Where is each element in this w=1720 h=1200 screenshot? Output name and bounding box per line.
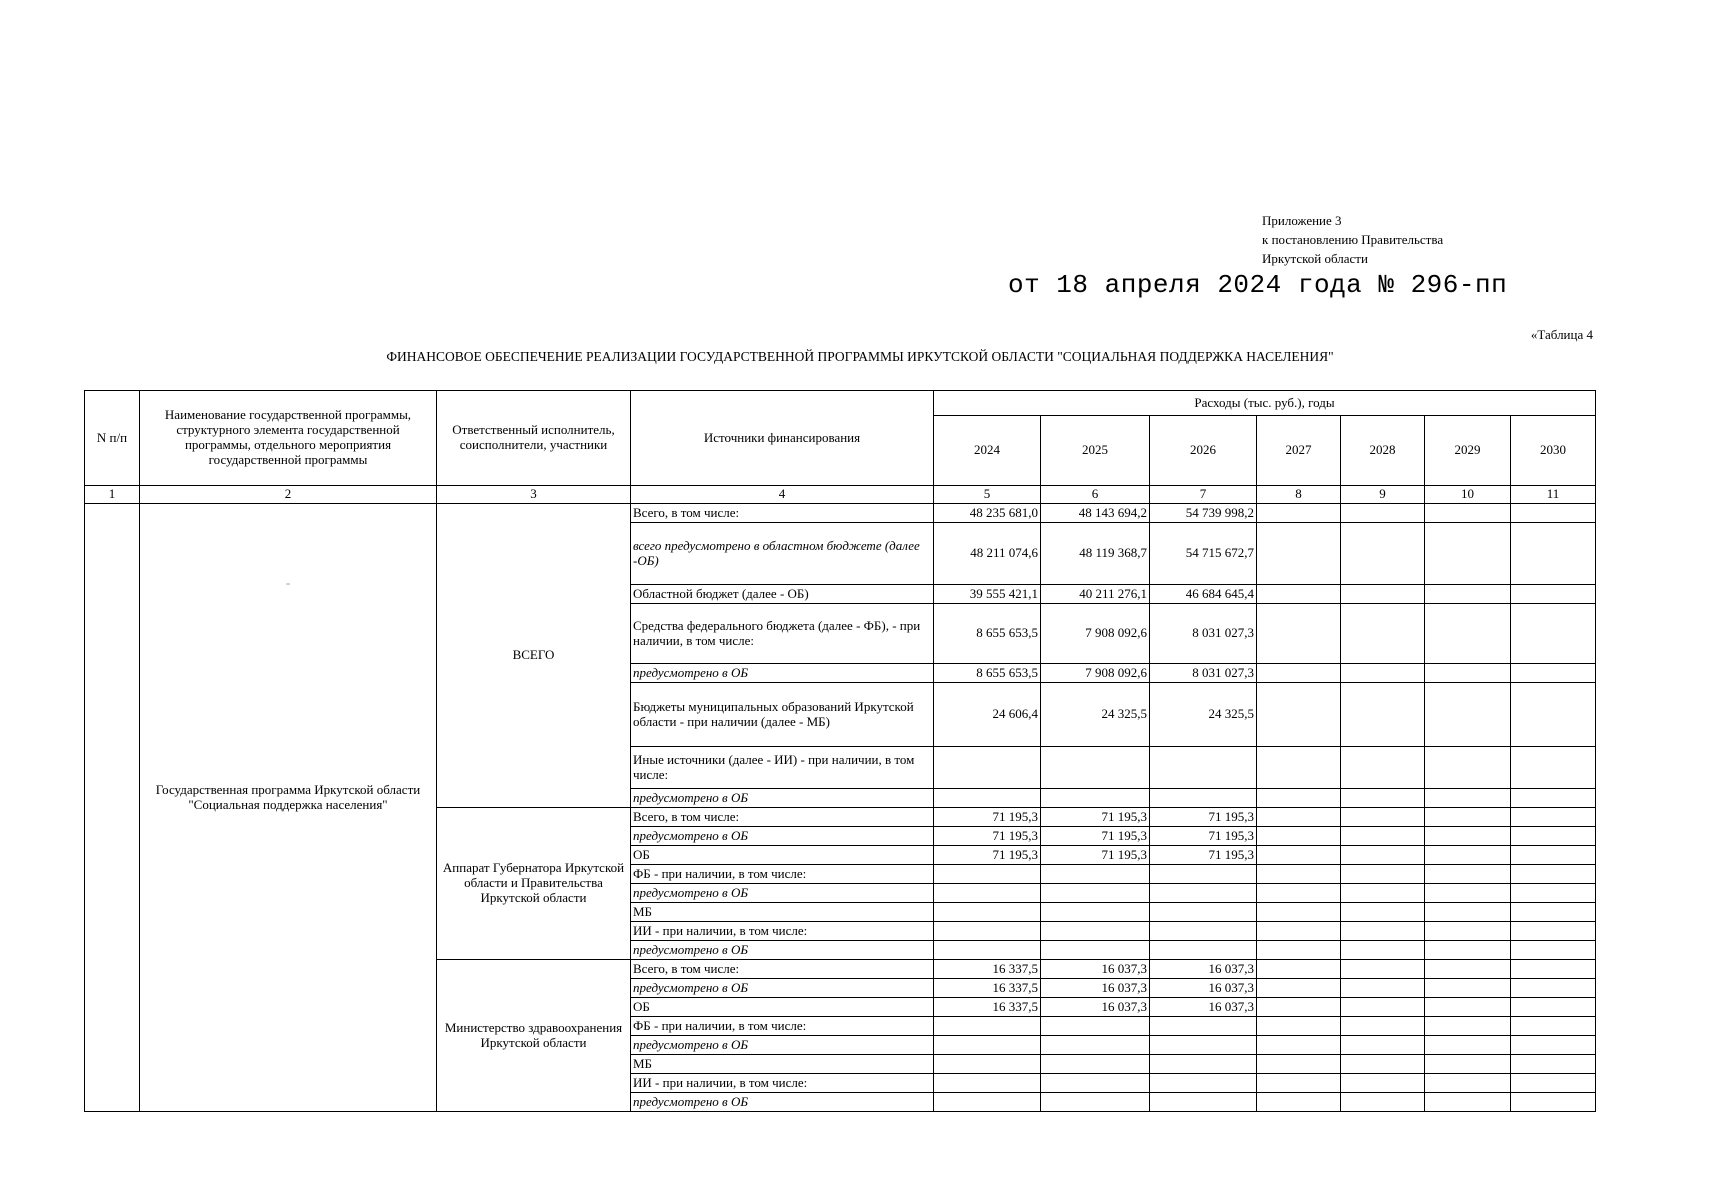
cell-value-empty xyxy=(1425,808,1511,827)
cell-value-empty xyxy=(1257,1093,1341,1112)
cell-value-2026 xyxy=(1150,903,1257,922)
cell-value-empty xyxy=(1425,941,1511,960)
cell-value-2025: 24 325,5 xyxy=(1041,683,1150,747)
approval-line-3: Иркутской области xyxy=(1262,251,1368,266)
cell-value-2026: 54 739 998,2 xyxy=(1150,504,1257,523)
cell-source: предусмотрено в ОБ xyxy=(631,979,934,998)
header-row xyxy=(85,391,1596,416)
cell-value-empty xyxy=(1257,604,1341,664)
cell-value-empty xyxy=(1511,884,1596,903)
cell-value-2024 xyxy=(934,747,1041,789)
header-expenses: Расходы (тыс. руб.), годы xyxy=(934,391,1596,416)
cell-value-2024: 16 337,5 xyxy=(934,960,1041,979)
cell-value-2025 xyxy=(1041,1036,1150,1055)
cell-value-empty xyxy=(1511,1017,1596,1036)
cell-value-2026: 16 037,3 xyxy=(1150,979,1257,998)
cell-value-empty xyxy=(1511,1055,1596,1074)
cell-value-empty xyxy=(1425,585,1511,604)
cell-source: ОБ xyxy=(631,998,934,1017)
cell-value-2024: 71 195,3 xyxy=(934,808,1041,827)
cell-value-empty xyxy=(1511,979,1596,998)
cell-value-empty xyxy=(1425,1017,1511,1036)
cell-value-empty xyxy=(1257,585,1341,604)
cell-value-2026: 16 037,3 xyxy=(1150,998,1257,1017)
cell-value-2024: 24 606,4 xyxy=(934,683,1041,747)
cell-source: ФБ - при наличии, в том числе: xyxy=(631,1017,934,1036)
cell-value-empty xyxy=(1425,1055,1511,1074)
decree-stamp: от 18 апреля 2024 года № 296-пп xyxy=(1008,270,1508,300)
cell-source: МБ xyxy=(631,903,934,922)
header-year: 2026 xyxy=(1150,416,1257,486)
cell-value-empty xyxy=(1511,1074,1596,1093)
cell-value-empty xyxy=(1257,664,1341,683)
cell-value-2024 xyxy=(934,1055,1041,1074)
cell-value-empty xyxy=(1511,827,1596,846)
column-number: 4 xyxy=(631,486,934,504)
cell-value-empty xyxy=(1341,941,1425,960)
cell-value-2026 xyxy=(1150,884,1257,903)
cell-value-empty xyxy=(1257,922,1341,941)
cell-value-2024 xyxy=(934,1074,1041,1093)
header-year: 2028 xyxy=(1341,416,1425,486)
cell-value-empty xyxy=(1511,523,1596,585)
cell-value-empty xyxy=(1341,922,1425,941)
cell-value-2024 xyxy=(934,1017,1041,1036)
cell-source: предусмотрено в ОБ xyxy=(631,789,934,808)
cell-value-empty xyxy=(1425,523,1511,585)
cell-value-empty xyxy=(1425,960,1511,979)
cell-value-2024: 71 195,3 xyxy=(934,827,1041,846)
cell-value-empty xyxy=(1425,979,1511,998)
approval-line-1: Приложение 3 xyxy=(1262,213,1342,228)
cell-value-2026 xyxy=(1150,941,1257,960)
cell-value-empty xyxy=(1425,747,1511,789)
cell-value-empty xyxy=(1511,865,1596,884)
cell-source: всего предусмотрено в областном бюджете (далее -ОБ) xyxy=(631,523,934,585)
header-npp: N п/п xyxy=(85,391,140,486)
cell-value-2026: 8 031 027,3 xyxy=(1150,604,1257,664)
cell-value-2026 xyxy=(1150,747,1257,789)
cell-value-2024: 16 337,5 xyxy=(934,979,1041,998)
cell-value-empty xyxy=(1341,1036,1425,1055)
cell-value-empty xyxy=(1511,998,1596,1017)
cell-value-empty xyxy=(1257,865,1341,884)
cell-value-empty xyxy=(1257,846,1341,865)
table-row xyxy=(85,504,1596,523)
cell-value-2026 xyxy=(1150,1017,1257,1036)
cell-source: Всего, в том числе: xyxy=(631,504,934,523)
cell-value-empty xyxy=(1511,922,1596,941)
cell-value-empty xyxy=(1341,960,1425,979)
cell-value-empty xyxy=(1425,604,1511,664)
column-number: 11 xyxy=(1511,486,1596,504)
cell-value-2026: 46 684 645,4 xyxy=(1150,585,1257,604)
cell-value-2026: 71 195,3 xyxy=(1150,846,1257,865)
cell-value-empty xyxy=(1341,846,1425,865)
cell-value-2024: 8 655 653,5 xyxy=(934,604,1041,664)
column-number: 8 xyxy=(1257,486,1341,504)
cell-source: ИИ - при наличии, в том числе: xyxy=(631,922,934,941)
approval-line-2: к постановлению Правительства xyxy=(1262,232,1444,247)
column-number: 1 xyxy=(85,486,140,504)
cell-value-2024 xyxy=(934,1036,1041,1055)
cell-source: Средства федерального бюджета (далее - ФБ), - при наличии, в том числе: xyxy=(631,604,934,664)
cell-value-empty xyxy=(1341,979,1425,998)
cell-value-empty xyxy=(1257,884,1341,903)
cell-value-2026 xyxy=(1150,1036,1257,1055)
cell-value-empty xyxy=(1341,1055,1425,1074)
column-number: 5 xyxy=(934,486,1041,504)
cell-value-empty xyxy=(1341,808,1425,827)
cell-value-2025 xyxy=(1041,903,1150,922)
cell-value-empty xyxy=(1257,979,1341,998)
cell-value-2025: 16 037,3 xyxy=(1041,979,1150,998)
column-number: 10 xyxy=(1425,486,1511,504)
header-executor: Ответственный исполнитель, соисполнители, участники xyxy=(437,391,631,486)
cell-value-empty xyxy=(1257,960,1341,979)
cell-source: предусмотрено в ОБ xyxy=(631,827,934,846)
cell-value-empty xyxy=(1341,523,1425,585)
cell-source: Областной бюджет (далее - ОБ) xyxy=(631,585,934,604)
cell-value-2026: 8 031 027,3 xyxy=(1150,664,1257,683)
cell-source: Бюджеты муниципальных образований Иркутской области - при наличии (далее - МБ) xyxy=(631,683,934,747)
column-number: 2 xyxy=(140,486,437,504)
document-title: ФИНАНСОВОЕ ОБЕСПЕЧЕНИЕ РЕАЛИЗАЦИИ ГОСУДАРСТВЕННОЙ ПРОГРАММЫ ИРКУТСКОЙ ОБЛАСТИ "СОЦИАЛЬНАЯ ПОДДЕРЖКА НАСЕЛЕНИЯ" xyxy=(386,349,1334,364)
cell-value-2024 xyxy=(934,1093,1041,1112)
cell-value-empty xyxy=(1425,1093,1511,1112)
cell-source: Всего, в том числе: xyxy=(631,960,934,979)
cell-value-empty xyxy=(1511,846,1596,865)
cell-value-empty xyxy=(1511,1036,1596,1055)
cell-value-empty xyxy=(1257,789,1341,808)
cell-value-2025 xyxy=(1041,865,1150,884)
cell-value-2026 xyxy=(1150,1074,1257,1093)
cell-value-empty xyxy=(1511,585,1596,604)
cell-value-2025 xyxy=(1041,922,1150,941)
cell-npp xyxy=(85,504,140,1112)
cell-value-2024 xyxy=(934,941,1041,960)
cell-value-2025 xyxy=(1041,884,1150,903)
cell-value-empty xyxy=(1511,664,1596,683)
cell-value-empty xyxy=(1425,884,1511,903)
cell-value-empty xyxy=(1341,1093,1425,1112)
cell-value-2024 xyxy=(934,865,1041,884)
cell-value-2025 xyxy=(1041,1017,1150,1036)
cell-value-empty xyxy=(1257,808,1341,827)
cell-value-empty xyxy=(1341,664,1425,683)
cell-value-2025: 16 037,3 xyxy=(1041,998,1150,1017)
cell-value-empty xyxy=(1341,998,1425,1017)
cell-program xyxy=(140,504,437,1112)
cell-source: Иные источники (далее - ИИ) - при наличии, в том числе: xyxy=(631,747,934,789)
column-number: 7 xyxy=(1150,486,1257,504)
cell-source: предусмотрено в ОБ xyxy=(631,884,934,903)
cell-value-empty xyxy=(1511,604,1596,664)
cell-value-empty xyxy=(1511,1093,1596,1112)
cell-value-empty xyxy=(1425,504,1511,523)
cell-value-2025 xyxy=(1041,941,1150,960)
cell-value-2025 xyxy=(1041,747,1150,789)
cell-value-2026: 54 715 672,7 xyxy=(1150,523,1257,585)
cell-value-empty xyxy=(1341,585,1425,604)
cell-value-empty xyxy=(1511,504,1596,523)
cell-value-empty xyxy=(1511,903,1596,922)
header-program-name: Наименование государственной программы, структурного элемента государственной программы, отдельного мероприятия государственной программы xyxy=(140,391,437,486)
cell-executor: Аппарат Губернатора Иркутской области и Правительства Иркутской области xyxy=(437,808,631,960)
cell-value-2025: 71 195,3 xyxy=(1041,827,1150,846)
cell-value-empty xyxy=(1257,1055,1341,1074)
cell-value-empty xyxy=(1425,1074,1511,1093)
cell-value-empty xyxy=(1511,941,1596,960)
cell-source: предусмотрено в ОБ xyxy=(631,664,934,683)
column-number: 3 xyxy=(437,486,631,504)
cell-value-2026 xyxy=(1150,1093,1257,1112)
cell-value-empty xyxy=(1425,1036,1511,1055)
cell-value-empty xyxy=(1257,1036,1341,1055)
cell-value-2025: 7 908 092,6 xyxy=(1041,664,1150,683)
approval-block xyxy=(1262,211,1443,268)
cell-value-2026: 71 195,3 xyxy=(1150,808,1257,827)
cell-source: предусмотрено в ОБ xyxy=(631,1036,934,1055)
cell-value-empty xyxy=(1425,865,1511,884)
cell-value-empty xyxy=(1341,747,1425,789)
cell-value-empty xyxy=(1341,683,1425,747)
cell-value-2026: 71 195,3 xyxy=(1150,827,1257,846)
header-year: 2027 xyxy=(1257,416,1341,486)
cell-value-2024 xyxy=(934,884,1041,903)
header-year: 2024 xyxy=(934,416,1041,486)
cell-value-2025 xyxy=(1041,1055,1150,1074)
cell-value-2024 xyxy=(934,789,1041,808)
cell-value-empty xyxy=(1341,865,1425,884)
cell-value-2024 xyxy=(934,903,1041,922)
cell-value-2025: 40 211 276,1 xyxy=(1041,585,1150,604)
cell-value-empty xyxy=(1511,808,1596,827)
header-year: 2025 xyxy=(1041,416,1150,486)
cell-value-empty xyxy=(1425,998,1511,1017)
cell-value-empty xyxy=(1341,504,1425,523)
cell-value-empty xyxy=(1341,903,1425,922)
column-number: 6 xyxy=(1041,486,1150,504)
cell-value-2025 xyxy=(1041,789,1150,808)
cell-value-2024: 8 655 653,5 xyxy=(934,664,1041,683)
cell-value-empty xyxy=(1425,846,1511,865)
cell-source: предусмотрено в ОБ xyxy=(631,941,934,960)
cell-value-2025: 71 195,3 xyxy=(1041,808,1150,827)
cell-executor: Министерство здравоохранения Иркутской области xyxy=(437,960,631,1112)
header-sources: Источники финансирования xyxy=(631,391,934,486)
cell-value-2024: 48 211 074,6 xyxy=(934,523,1041,585)
cell-value-empty xyxy=(1257,941,1341,960)
header-year: 2029 xyxy=(1425,416,1511,486)
cell-value-empty xyxy=(1341,827,1425,846)
header-year: 2030 xyxy=(1511,416,1596,486)
cell-value-2024: 16 337,5 xyxy=(934,998,1041,1017)
cell-value-2026 xyxy=(1150,1055,1257,1074)
cell-value-empty xyxy=(1257,1074,1341,1093)
cell-value-2026 xyxy=(1150,789,1257,808)
cell-value-empty xyxy=(1341,884,1425,903)
cell-value-empty xyxy=(1257,747,1341,789)
cell-value-empty xyxy=(1257,1017,1341,1036)
cell-source: ФБ - при наличии, в том числе: xyxy=(631,865,934,884)
cell-value-empty xyxy=(1425,683,1511,747)
cell-value-2024: 48 235 681,0 xyxy=(934,504,1041,523)
cell-value-empty xyxy=(1257,683,1341,747)
cell-value-2025 xyxy=(1041,1093,1150,1112)
cell-source: МБ xyxy=(631,1055,934,1074)
cell-value-2025: 48 119 368,7 xyxy=(1041,523,1150,585)
cell-value-2024: 71 195,3 xyxy=(934,846,1041,865)
cell-value-empty xyxy=(1425,922,1511,941)
column-number-row xyxy=(85,486,1596,504)
cell-value-2024: 39 555 421,1 xyxy=(934,585,1041,604)
cell-value-2025 xyxy=(1041,1074,1150,1093)
cell-source: ИИ - при наличии, в том числе: xyxy=(631,1074,934,1093)
cell-value-2024 xyxy=(934,922,1041,941)
cell-value-2026: 24 325,5 xyxy=(1150,683,1257,747)
cell-value-empty xyxy=(1341,1074,1425,1093)
cell-value-empty xyxy=(1257,998,1341,1017)
table-label: «Таблица 4 xyxy=(1530,327,1593,342)
cell-value-empty xyxy=(1425,664,1511,683)
cell-value-empty xyxy=(1341,604,1425,664)
cell-value-empty xyxy=(1257,504,1341,523)
cell-value-2025: 48 143 694,2 xyxy=(1041,504,1150,523)
cell-value-2026 xyxy=(1150,922,1257,941)
cell-value-2026: 16 037,3 xyxy=(1150,960,1257,979)
cell-value-empty xyxy=(1511,747,1596,789)
cell-value-empty xyxy=(1257,903,1341,922)
cell-value-empty xyxy=(1257,827,1341,846)
cell-value-empty xyxy=(1425,903,1511,922)
program-name: Государственная программа Иркутской области "Социальная поддержка населения" xyxy=(155,781,421,812)
cell-value-empty xyxy=(1511,789,1596,808)
cell-value-empty xyxy=(1425,827,1511,846)
cell-executor: ВСЕГО xyxy=(437,504,631,808)
cell-value-2025: 71 195,3 xyxy=(1041,846,1150,865)
cell-value-empty xyxy=(1511,960,1596,979)
cell-value-empty xyxy=(1511,683,1596,747)
finance-table xyxy=(84,390,1596,1112)
cell-value-2025: 16 037,3 xyxy=(1041,960,1150,979)
cell-source: предусмотрено в ОБ xyxy=(631,1093,934,1112)
cell-value-empty xyxy=(1341,789,1425,808)
program-dash: - xyxy=(285,575,291,590)
cell-value-empty xyxy=(1257,523,1341,585)
cell-value-2026 xyxy=(1150,865,1257,884)
cell-value-empty xyxy=(1425,789,1511,808)
cell-source: ОБ xyxy=(631,846,934,865)
cell-value-empty xyxy=(1341,1017,1425,1036)
cell-source: Всего, в том числе: xyxy=(631,808,934,827)
column-number: 9 xyxy=(1341,486,1425,504)
cell-value-2025: 7 908 092,6 xyxy=(1041,604,1150,664)
